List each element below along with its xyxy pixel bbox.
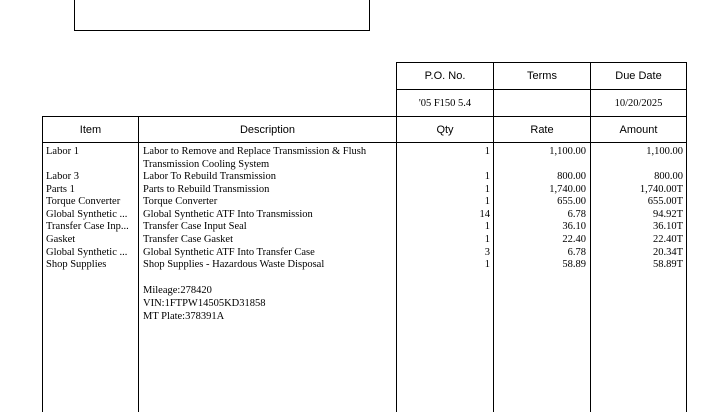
table-row-qty: 1 <box>484 196 490 208</box>
table-row-rate: 6.78 <box>567 246 586 258</box>
table-row-amount: 36.10T <box>652 221 683 233</box>
table-row-amount: 22.40T <box>652 234 683 245</box>
table-row-item: Parts 1 <box>46 183 75 195</box>
table-row-qty: 1 <box>484 146 490 157</box>
table-row-item: Global Synthetic ... <box>46 246 128 258</box>
item-column-header: Item <box>42 116 139 143</box>
table-row-amount: 655.00T <box>647 196 683 208</box>
table-row-description: Transfer Case Input Seal <box>143 221 247 233</box>
table-row-amount: 800.00 <box>654 171 683 182</box>
mileage-note: Mileage:278420 <box>143 285 212 296</box>
table-row-rate: 22.40 <box>562 234 586 245</box>
table-row-amount: 20.34T <box>652 246 683 258</box>
table-row-item: Labor 3 <box>46 171 79 182</box>
table-row-description: Shop Supplies - Hazardous Waste Disposal <box>143 259 325 271</box>
amount-column-header: Amount <box>590 116 687 143</box>
table-row-rate: 1,100.00 <box>549 146 586 157</box>
table-row-rate: 800.00 <box>557 171 586 182</box>
table-row-item: Global Synthetic ... <box>46 208 128 220</box>
po-number-header: P.O. No. <box>396 62 494 90</box>
table-row-rate: 36.10 <box>562 221 586 233</box>
qty-column-header: Qty <box>396 116 494 143</box>
table-row-item: Torque Converter <box>46 196 121 208</box>
table-row-qty: 1 <box>484 259 490 271</box>
table-row-description: Global Synthetic ATF Into Transmission <box>143 208 313 220</box>
table-row-qty: 1 <box>484 171 490 182</box>
table-row-description: Global Synthetic ATF Into Transfer Case <box>143 246 315 258</box>
table-row-description: Labor To Rebuild Transmission <box>143 171 276 182</box>
table-row-description: Parts to Rebuild Transmission <box>143 183 270 195</box>
table-row-qty: 1 <box>484 234 490 245</box>
due-date-header: Due Date <box>590 62 687 90</box>
table-row-item: Transfer Case Inp... <box>46 221 129 233</box>
table-row-rate: 1,740.00 <box>549 183 586 195</box>
description-column-header: Description <box>138 116 397 143</box>
table-row-rate: 6.78 <box>567 208 586 220</box>
table-row-description: Transfer Case Gasket <box>143 234 234 245</box>
terms-value <box>493 89 591 117</box>
table-row-rate: 655.00 <box>557 196 586 208</box>
table-row-amount: 94.92T <box>652 208 683 220</box>
table-row-qty: 1 <box>484 221 490 233</box>
table-row-amount: 1,740.00T <box>639 183 683 195</box>
table-row-qty: 14 <box>479 208 490 220</box>
table-row-qty: 3 <box>484 246 490 258</box>
table-row-item: Gasket <box>46 234 76 245</box>
bill-to-box <box>74 0 370 31</box>
table-row-description: Labor to Remove and Replace Transmission & Flush Transmission Cooling System <box>143 146 367 170</box>
po-number-value: '05 F150 5.4 <box>396 89 494 117</box>
terms-header: Terms <box>493 62 591 90</box>
plate-note: MT Plate:378391A <box>143 311 225 322</box>
table-row-amount: 58.89T <box>652 259 683 271</box>
vehicle-notes <box>143 284 266 323</box>
table-row-item: Labor 1 <box>46 146 79 157</box>
table-row-amount: 1,100.00 <box>646 146 683 157</box>
due-date-value: 10/20/2025 <box>590 89 687 117</box>
rate-column-header: Rate <box>493 116 591 143</box>
table-row-qty: 1 <box>484 183 490 195</box>
table-row-item: Shop Supplies <box>46 259 107 271</box>
vin-note: VIN:1FTPW14505KD31858 <box>143 298 266 309</box>
table-row-rate: 58.89 <box>562 259 586 271</box>
table-row-description: Torque Converter <box>143 196 218 208</box>
